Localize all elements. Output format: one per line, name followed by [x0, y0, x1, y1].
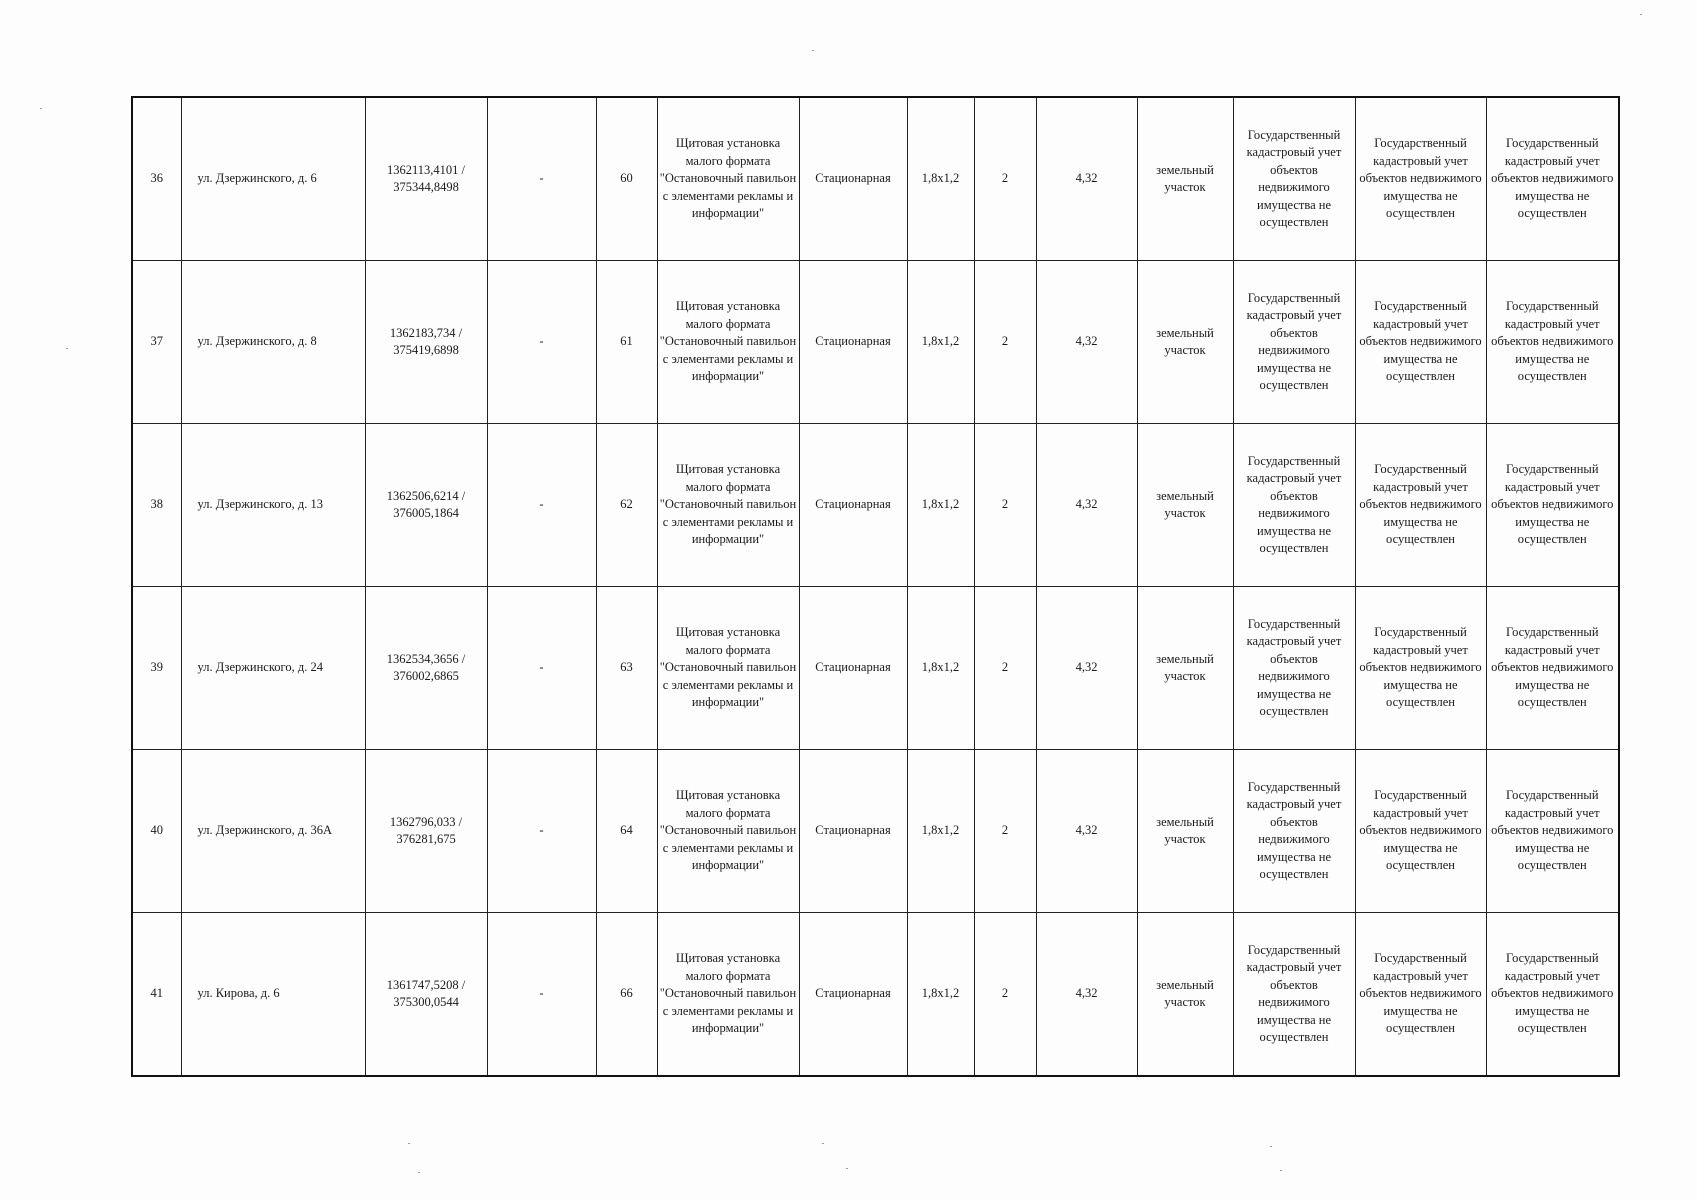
coordinates-cell: 1362183,734 / 375419,6898 — [365, 261, 487, 424]
scan-speck — [408, 1143, 410, 1144]
scan-speck — [812, 50, 814, 51]
mount-type-cell: Стационарная — [799, 424, 907, 587]
size-cell: 1,8x1,2 — [907, 424, 974, 587]
table-row — [132, 97, 1619, 261]
sides-cell: 2 — [974, 97, 1036, 261]
address-cell: ул. Дзержинского, д. 24 — [181, 587, 365, 750]
area-cell: 4,32 — [1036, 913, 1137, 1077]
table-row — [132, 587, 1619, 750]
mount-type-cell: Стационарная — [799, 587, 907, 750]
table-body — [132, 97, 1619, 1076]
coordinates-cell: 1361747,5208 / 375300,0544 — [365, 913, 487, 1077]
dash-cell: - — [487, 587, 596, 750]
area-cell: 4,32 — [1036, 97, 1137, 261]
registry-number-cell: 62 — [596, 424, 657, 587]
cadastral-cell-3: Государственный кадастровый учет объектов недвижимого имущества не осуществлен — [1486, 587, 1619, 750]
area-cell: 4,32 — [1036, 750, 1137, 913]
area-cell: 4,32 — [1036, 587, 1137, 750]
address-cell: ул. Дзержинского, д. 6 — [181, 97, 365, 261]
dash-cell: - — [487, 97, 596, 261]
scan-speck — [66, 348, 68, 349]
mount-type-cell: Стационарная — [799, 261, 907, 424]
advertising-structures-table — [131, 96, 1620, 1077]
dash-cell: - — [487, 424, 596, 587]
sides-cell: 2 — [974, 913, 1036, 1077]
size-cell: 1,8x1,2 — [907, 750, 974, 913]
table-row — [132, 913, 1619, 1077]
mount-type-cell: Стационарная — [799, 750, 907, 913]
construction-type-cell: Щитовая установка малого формата "Остановочный павильон с элементами рекламы и информации" — [657, 750, 799, 913]
scan-speck — [1640, 14, 1642, 15]
cadastral-cell-3: Государственный кадастровый учет объектов недвижимого имущества не осуществлен — [1486, 261, 1619, 424]
construction-type-cell: Щитовая установка малого формата "Остановочный павильон с элементами рекламы и информации" — [657, 913, 799, 1077]
dash-cell: - — [487, 261, 596, 424]
cadastral-cell-3: Государственный кадастровый учет объектов недвижимого имущества не осуществлен — [1486, 750, 1619, 913]
area-cell: 4,32 — [1036, 261, 1137, 424]
coordinates-cell: 1362534,3656 / 376002,6865 — [365, 587, 487, 750]
size-cell: 1,8x1,2 — [907, 97, 974, 261]
cadastral-cell-2: Государственный кадастровый учет объектов недвижимого имущества не осуществлен — [1355, 424, 1486, 587]
scan-speck — [418, 1172, 420, 1173]
property-type-cell: земельный участок — [1137, 424, 1233, 587]
cadastral-cell-1: Государственный кадастровый учет объектов недвижимого имущества не осуществлен — [1233, 750, 1355, 913]
cadastral-cell-2: Государственный кадастровый учет объектов недвижимого имущества не осуществлен — [1355, 97, 1486, 261]
cadastral-cell-3: Государственный кадастровый учет объектов недвижимого имущества не осуществлен — [1486, 913, 1619, 1077]
sides-cell: 2 — [974, 424, 1036, 587]
property-type-cell: земельный участок — [1137, 587, 1233, 750]
property-type-cell: земельный участок — [1137, 97, 1233, 261]
property-type-cell: земельный участок — [1137, 261, 1233, 424]
property-type-cell: земельный участок — [1137, 913, 1233, 1077]
cadastral-cell-1: Государственный кадастровый учет объектов недвижимого имущества не осуществлен — [1233, 261, 1355, 424]
scan-speck — [40, 108, 42, 109]
cadastral-cell-3: Государственный кадастровый учет объектов недвижимого имущества не осуществлен — [1486, 424, 1619, 587]
address-cell: ул. Кирова, д. 6 — [181, 913, 365, 1077]
mount-type-cell: Стационарная — [799, 913, 907, 1077]
address-cell: ул. Дзержинского, д. 13 — [181, 424, 365, 587]
scan-speck — [1280, 1170, 1282, 1171]
dash-cell: - — [487, 750, 596, 913]
dash-cell: - — [487, 913, 596, 1077]
sides-cell: 2 — [974, 587, 1036, 750]
registry-number-cell: 61 — [596, 261, 657, 424]
row-number: 36 — [132, 97, 181, 261]
construction-type-cell: Щитовая установка малого формата "Остановочный павильон с элементами рекламы и информации" — [657, 424, 799, 587]
registry-number-cell: 64 — [596, 750, 657, 913]
row-number: 41 — [132, 913, 181, 1077]
cadastral-cell-1: Государственный кадастровый учет объектов недвижимого имущества не осуществлен — [1233, 913, 1355, 1077]
table-row — [132, 750, 1619, 913]
mount-type-cell: Стационарная — [799, 97, 907, 261]
registry-number-cell: 60 — [596, 97, 657, 261]
scan-speck — [846, 1168, 848, 1169]
cadastral-cell-2: Государственный кадастровый учет объектов недвижимого имущества не осуществлен — [1355, 750, 1486, 913]
property-type-cell: земельный участок — [1137, 750, 1233, 913]
cadastral-cell-1: Государственный кадастровый учет объектов недвижимого имущества не осуществлен — [1233, 587, 1355, 750]
cadastral-cell-3: Государственный кадастровый учет объектов недвижимого имущества не осуществлен — [1486, 97, 1619, 261]
size-cell: 1,8x1,2 — [907, 261, 974, 424]
cadastral-cell-2: Государственный кадастровый учет объектов недвижимого имущества не осуществлен — [1355, 913, 1486, 1077]
sides-cell: 2 — [974, 750, 1036, 913]
row-number: 40 — [132, 750, 181, 913]
cadastral-cell-2: Государственный кадастровый учет объектов недвижимого имущества не осуществлен — [1355, 261, 1486, 424]
table-row — [132, 424, 1619, 587]
size-cell: 1,8x1,2 — [907, 913, 974, 1077]
coordinates-cell: 1362113,4101 / 375344,8498 — [365, 97, 487, 261]
address-cell: ул. Дзержинского, д. 36А — [181, 750, 365, 913]
scan-speck — [822, 1143, 824, 1144]
cadastral-cell-1: Государственный кадастровый учет объектов недвижимого имущества не осуществлен — [1233, 97, 1355, 261]
coordinates-cell: 1362506,6214 / 376005,1864 — [365, 424, 487, 587]
construction-type-cell: Щитовая установка малого формата "Остановочный павильон с элементами рекламы и информации" — [657, 97, 799, 261]
coordinates-cell: 1362796,033 / 376281,675 — [365, 750, 487, 913]
area-cell: 4,32 — [1036, 424, 1137, 587]
construction-type-cell: Щитовая установка малого формата "Остановочный павильон с элементами рекламы и информации" — [657, 261, 799, 424]
registry-number-cell: 66 — [596, 913, 657, 1077]
cadastral-cell-2: Государственный кадастровый учет объектов недвижимого имущества не осуществлен — [1355, 587, 1486, 750]
row-number: 39 — [132, 587, 181, 750]
sides-cell: 2 — [974, 261, 1036, 424]
row-number: 37 — [132, 261, 181, 424]
size-cell: 1,8x1,2 — [907, 587, 974, 750]
cadastral-cell-1: Государственный кадастровый учет объектов недвижимого имущества не осуществлен — [1233, 424, 1355, 587]
scan-speck — [1270, 1146, 1272, 1147]
row-number: 38 — [132, 424, 181, 587]
table-row — [132, 261, 1619, 424]
registry-number-cell: 63 — [596, 587, 657, 750]
address-cell: ул. Дзержинского, д. 8 — [181, 261, 365, 424]
construction-type-cell: Щитовая установка малого формата "Остановочный павильон с элементами рекламы и информации" — [657, 587, 799, 750]
